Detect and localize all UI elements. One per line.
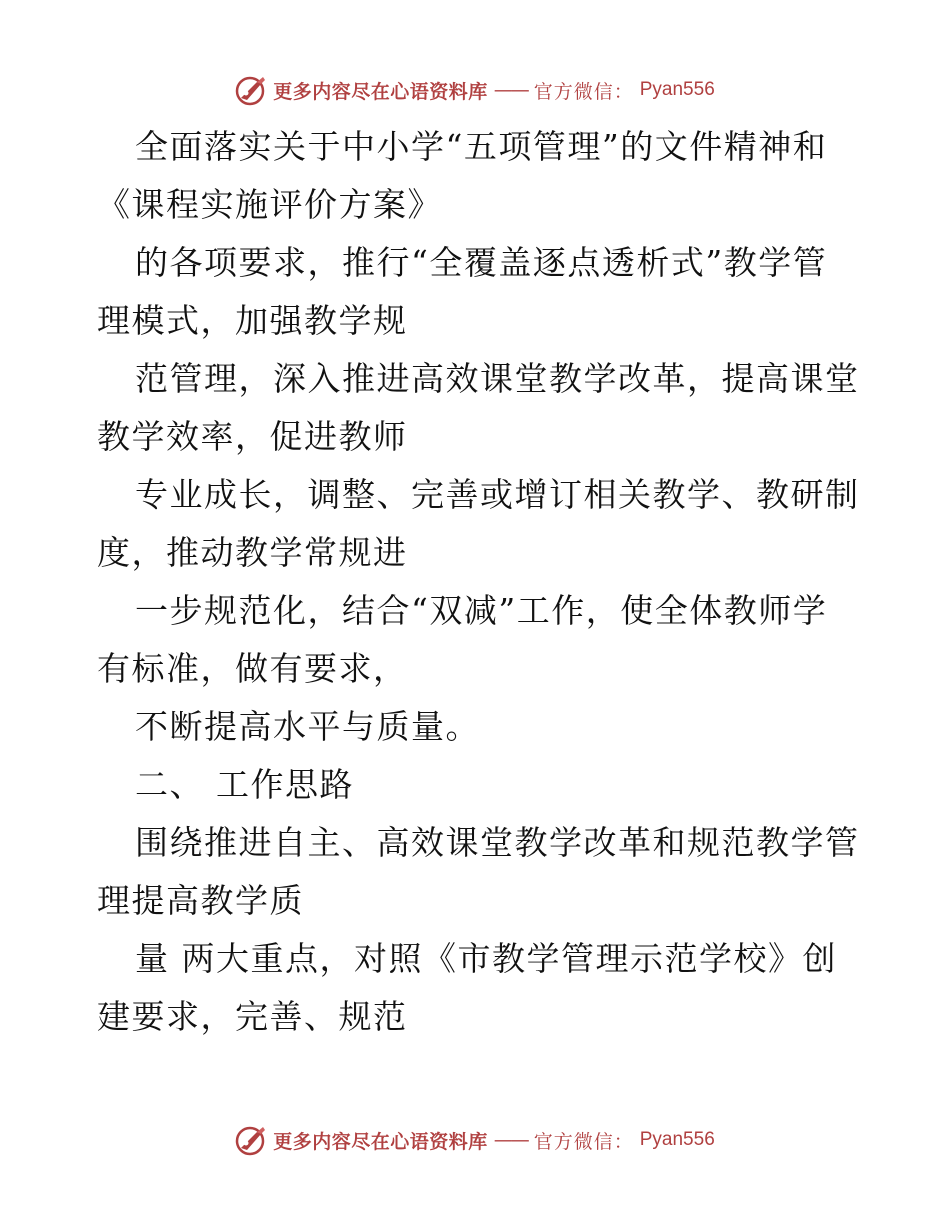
watermark-wechat-id: Pyan556 <box>639 1129 715 1150</box>
text-line: 量 两大重点，对照《市教学管理示范学校》创 <box>135 939 837 978</box>
text-line: 《课程实施评价方案》 <box>97 185 442 224</box>
watermark-dash: —— <box>493 1129 528 1151</box>
text-line: 建要求，完善、规范 <box>97 997 408 1036</box>
watermark-text: 更多内容尽在心语资料库 <box>273 80 488 103</box>
watermark-text: 更多内容尽在心语资料库 <box>273 1130 488 1153</box>
text-line: 不断提高水平与质量。 <box>135 707 480 746</box>
watermark-wechat-label: 官方微信： <box>533 80 634 103</box>
text-line: 教学效率，促进教师 <box>97 417 408 456</box>
header-watermark <box>0 70 950 110</box>
text-line: 一步规范化，结合“双减”工作，使全体教师学 <box>135 591 828 630</box>
text-line: 全面落实关于中小学“五项管理”的文件精神和 <box>135 127 828 166</box>
text-line: 理模式，加强教学规 <box>97 301 408 340</box>
text-line: 度，推动教学常规进 <box>97 533 408 572</box>
footer-watermark <box>0 1120 950 1160</box>
watermark-wechat-label: 官方微信： <box>533 1130 634 1153</box>
pen-logo-icon <box>235 1124 267 1156</box>
text-line: 有标准，做有要求， <box>97 649 408 688</box>
text-line: 专业成长，调整、完善或增订相关教学、教研制 <box>135 475 860 514</box>
watermark-wechat-id: Pyan556 <box>639 79 715 100</box>
text-line: 围绕推进自主、高效课堂教学改革和规范教学管 <box>135 823 860 862</box>
text-line: 理提高教学质 <box>97 881 304 920</box>
watermark-dash: —— <box>493 79 528 101</box>
pen-logo-icon <box>235 74 267 106</box>
text-line: 范管理，深入推进高效课堂教学改革，提高课堂 <box>135 359 860 398</box>
document-body <box>97 118 860 1046</box>
text-line: 的各项要求，推行“全覆盖逐点透析式”教学管 <box>135 243 828 282</box>
section-heading: 二、 工作思路 <box>135 765 354 804</box>
